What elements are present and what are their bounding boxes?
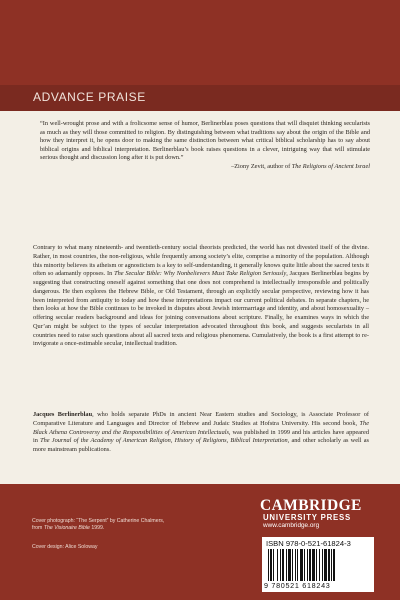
barcode-bar bbox=[312, 549, 315, 581]
barcode-bar bbox=[328, 549, 330, 581]
bio-book: The Black Athena Controversy and the Responsibilities of American Intellectuals bbox=[33, 419, 369, 436]
attribution-work: The Religions of Ancient Israel bbox=[291, 162, 370, 170]
barcode-bar bbox=[270, 549, 272, 581]
photo-year: 1999. bbox=[89, 525, 105, 531]
book-description bbox=[33, 244, 369, 349]
barcode-bar bbox=[273, 549, 274, 581]
bio-journals: The Journal of the Academy of American Religion, History of Religions, Biblical Interpretation bbox=[40, 437, 288, 445]
barcode-bar bbox=[304, 549, 305, 581]
barcode-bar bbox=[324, 549, 327, 581]
photo-from: from bbox=[32, 525, 44, 531]
barcode-bar bbox=[319, 549, 320, 581]
publisher-subtitle: UNIVERSITY PRESS bbox=[263, 513, 352, 522]
publisher-name: CAMBRIDGE bbox=[260, 497, 362, 514]
barcode-bar bbox=[333, 549, 335, 581]
photo-source-line bbox=[32, 525, 164, 532]
barcode-bar bbox=[295, 549, 296, 581]
attribution-name: –Ziony Zevit, author of bbox=[231, 162, 292, 170]
quote-text: “In well-wrought prose and with a frolicsome sense of humor, Berlinerblau poses questions that will disquiet thinking secularists as much as they will those committed to religion. By distinguishing between what traditions say about the origin of the Bible and how they interpret it, he opens door to making the same distinction between what critical biblical scholarship has to say about biblical origins and biblical interpretation. Berlinerblau’s book raises questions in a clever, intriguing way that will stimulate serious thought and discussion long after it is put down.” bbox=[40, 120, 370, 162]
isbn-label: ISBN 978-0-521-61824-3 bbox=[266, 539, 351, 548]
book-title: The Secular Bible: Why Nonbelievers Must Take Religion Seriously bbox=[114, 270, 287, 278]
top-color-band bbox=[0, 0, 400, 85]
bio-part3: , and other scholarly as well as more mainstream publications. bbox=[33, 437, 369, 453]
cover-design-credit: Cover design: Alice Soloway bbox=[32, 544, 98, 550]
photo-credit-line: Cover photograph: “The Serpent” by Catherine Chalmers, bbox=[32, 518, 165, 524]
barcode-bar bbox=[282, 549, 284, 581]
barcode-bar bbox=[316, 549, 317, 581]
quote-attribution bbox=[40, 163, 370, 172]
cover-photo-credit bbox=[32, 518, 164, 532]
bio-part2: , was published in 1999 and his articles have appeared in bbox=[33, 428, 369, 445]
author-name: Jacques Berlinerblau bbox=[33, 411, 93, 418]
barcode-bar bbox=[268, 549, 269, 581]
barcode-bar bbox=[307, 549, 308, 581]
author-bio bbox=[33, 411, 369, 455]
section-heading: ADVANCE PRAISE bbox=[33, 90, 146, 104]
barcode-bar bbox=[277, 549, 278, 581]
barcode-bar bbox=[297, 549, 298, 581]
description-part2: , Jacques Berlinerblau begins by suggesting that constructing oneself against something that one does not comprehend is intellectually irresponsible and politically dangerous. He then explores the Hebrew Bible, or Old Testament, through an explicitly secular perspective, reviewing how it has been interpreted from antiquity to today and how these interpretations impact our current political debates. In separate chapters, he then looks at how the Bible continues to be invoked in disputes about Jewish intermarriage and identity, and about homosexuality – offering secular readers background and ideas for joining conversations about scripture. Finally, he examines ways in which the Qur’an might be subject to the types of secular interpretation advocated throughout this book, and suggests secularists in all countries need to raise such questions about all sacred texts and religious phenomena. Cumulatively, the book is a first attempt to re-invigorate a once-estimable secular, intellectual tradition. bbox=[33, 270, 369, 348]
barcode-panel bbox=[262, 537, 374, 592]
praise-quote bbox=[40, 120, 370, 172]
barcode-bars bbox=[268, 549, 368, 581]
barcode-bar bbox=[288, 549, 291, 581]
publisher-url[interactable]: www.cambridge.org bbox=[263, 522, 320, 529]
barcode-bar bbox=[280, 549, 281, 581]
barcode-bar bbox=[292, 549, 293, 581]
barcode-bar bbox=[331, 549, 332, 581]
barcode-bar bbox=[300, 549, 303, 581]
barcode-bar bbox=[322, 549, 323, 581]
bio-part1: , who holds separate PhDs in ancient Near Eastern studies and Sociology, is Associate Professor of Comparative Literature and Languages and Director of Hebrew and Judaic Studies at Hofstra University. His second book, bbox=[33, 411, 369, 427]
photo-source: The Visionaire Bible bbox=[43, 525, 90, 531]
barcode-bar bbox=[286, 549, 287, 581]
description-part1: Contrary to what many nineteenth- and twentieth-century social theorists predicted, the world has not divested itself of the divine. Rather, in most countries, the non-religious, while frequently among society’s elite, comprise a minority of the population. Although this minority believes its atheism or agnosticism is a key to self-understanding, it generally knows quite little about the sacred texts it often so adamantly opposes. In bbox=[33, 244, 369, 278]
barcode-digits: 9 780521 618243 bbox=[264, 581, 331, 590]
barcode-bar bbox=[309, 549, 311, 581]
